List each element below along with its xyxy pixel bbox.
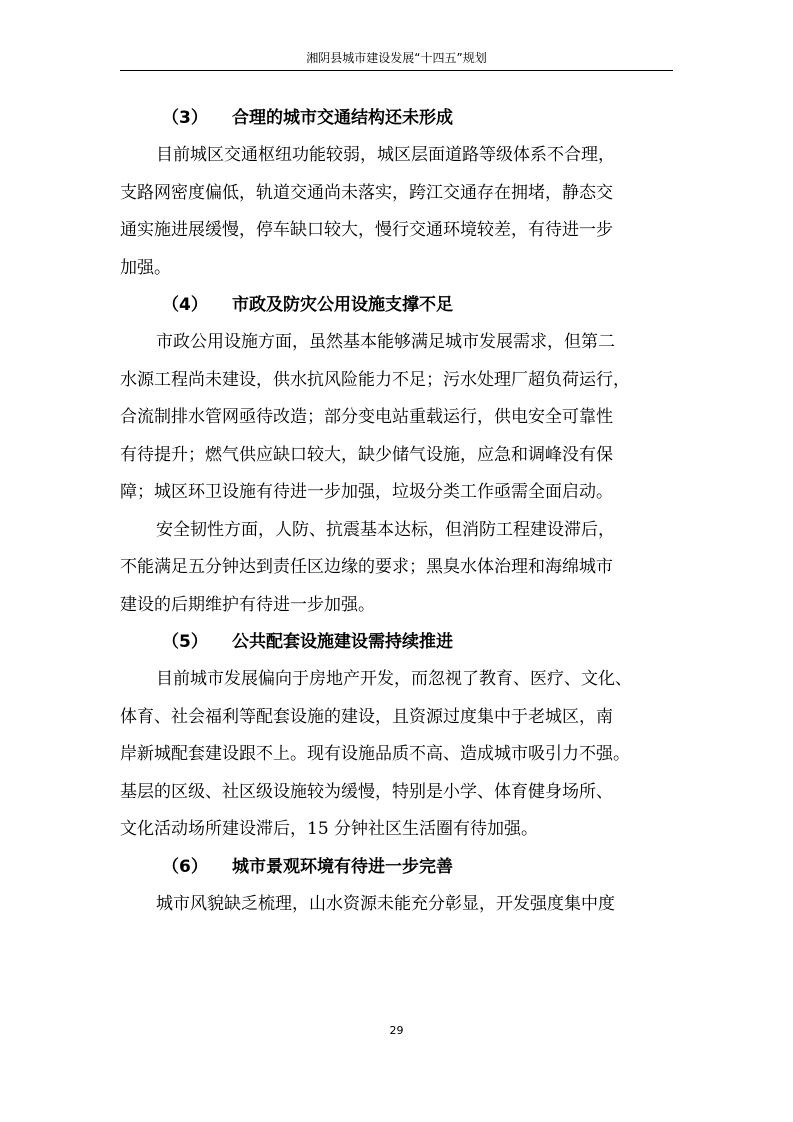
text-line: 不能满足五分钟达到责任区边缘的要求；黑臭水体治理和海绵城市 [120,557,613,577]
section-number: （3） [162,108,208,128]
text-line: 目前城区交通枢纽功能较弱，城区层面道路等级体系不合理， [156,145,615,165]
text-line: 城市风貌缺乏梳理，山水资源未能充分彰显，开发强度集中度 [156,893,615,914]
section-title: 市政及防灾公用设施支撑不足 [232,295,453,315]
section-title: 城市景观环境有待进一步完善 [232,856,453,877]
header-title: 湘阴县城市建设发展“十四五”规划 [306,51,487,65]
paragraph [120,137,673,287]
section-number: （4） [162,295,208,315]
text-line: 障；城区环卫设施有待进一步加强，垃圾分类工作亟需全面启动。 [120,482,613,502]
text-line: 目前城市发展偏向于房地产开发，而忽视了教育、医疗、文化、 [156,669,632,689]
paragraph [120,324,673,512]
text-line: 安全韧性方面，人防、抗震基本达标，但消防工程建设滞后， [156,519,615,540]
text-line: 通实施进展缓慢，停车缺口较大，慢行交通环境较差，有待进一步 [120,220,613,240]
section-title: 公共配套设施建设需持续推进 [232,632,453,652]
text-line: 基层的区级、社区级设施较为缓慢，特别是小学、体育健身场所、 [120,781,613,802]
text-line: 支路网密度偏低，轨道交通尚未落实，跨江交通存在拥堵，静态交 [120,182,613,203]
section-title: 合理的城市交通结构还未形成 [232,108,453,128]
section-number: （6） [162,856,208,877]
text-line: 市政公用设施方面，虽然基本能够满足城市发展需求，但第二 [156,332,615,352]
section-number: （5） [162,632,208,652]
page-footer [0,1024,793,1037]
document-body [120,100,673,923]
page-number: 29 [389,1024,404,1037]
text-line: 合流制排水管网亟待改造；部分变电站重载运行，供电安全可靠性 [120,407,613,427]
text-line: 建设的后期维护有待进一步加强。 [120,594,375,615]
section-heading-3 [120,100,673,137]
text-line: 体育、社会福利等配套设施的建设，且资源过度集中于老城区，南 [120,706,613,727]
text-line: 文化活动场所建设滞后，15 分钟社区生活圈有待加强。 [120,819,539,839]
section-heading-5 [120,624,673,661]
paragraph [120,886,673,924]
section-heading-6 [120,849,673,886]
text-line: 水源工程尚未建设，供水抗风险能力不足；污水处理厂超负荷运行， [120,369,630,390]
text-line: 岸新城配套建设跟不上。现有设施品质不高、造成城市吸引力不强。 [120,744,630,764]
paragraph [120,512,673,625]
page-header [120,46,673,71]
text-line: 有待提升；燃气供应缺口较大，缺少储气设施，应急和调峰没有保 [120,444,613,465]
section-heading-4 [120,287,673,324]
text-line: 加强。 [120,257,171,278]
paragraph [120,661,673,849]
